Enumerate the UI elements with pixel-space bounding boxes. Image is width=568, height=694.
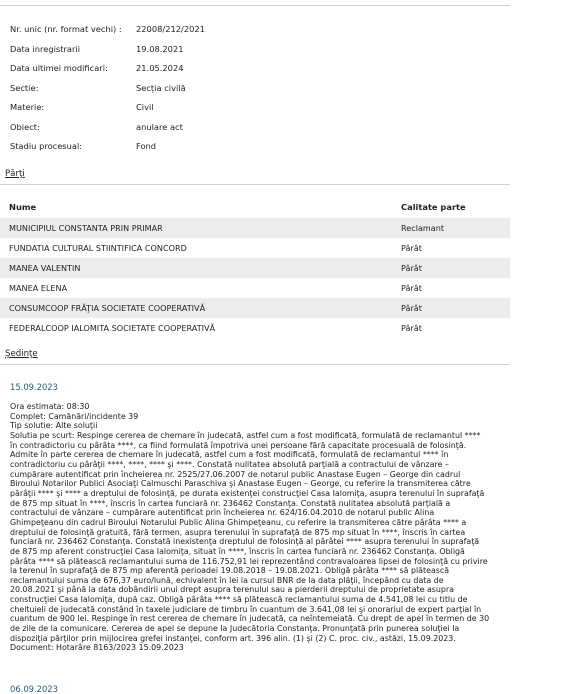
table-row — [0, 258, 510, 278]
info-label: Materie: — [10, 102, 45, 112]
info-value: Civil — [136, 102, 154, 112]
table-row — [0, 318, 510, 338]
party-name: FEDERALCOOP IALOMITA SOCIETATE COOPERATIVĂ — [9, 323, 216, 333]
party-role: Reclamant — [401, 223, 445, 233]
info-label: Sectie: — [10, 82, 39, 93]
hearing-date: 15.09.2023 — [10, 382, 58, 392]
info-label: Obiect: — [10, 121, 40, 132]
column-header-calitate: Calitate parte — [401, 202, 466, 212]
table-row — [0, 298, 510, 318]
info-value: Fond — [136, 141, 157, 151]
party-name: MANEA ELENA — [9, 283, 68, 293]
party-name: FUNDATIA CULTURAL STIINTIFICA CONCORD — [9, 243, 187, 253]
info-value: anulare act — [136, 121, 183, 132]
info-value: 21.05.2024 — [136, 63, 184, 73]
party-name: MANEA VALENTIN — [9, 263, 81, 273]
section-title-parti: Părţi — [5, 169, 25, 179]
info-label: Data inregistrarii — [10, 43, 81, 54]
column-header-nume: Nume — [9, 202, 37, 212]
hearing-document: Document: Hotarâre 8163/2023 15.09.2023 — [10, 643, 184, 653]
info-value: Secția civilă — [136, 82, 186, 93]
party-role: Pârât — [401, 323, 422, 333]
hearing-ora: Ora estimata: 08:30 — [10, 402, 90, 411]
table-row — [0, 238, 510, 258]
party-role: Pârât — [401, 263, 422, 273]
hearing-details — [10, 402, 490, 653]
info-label: Data ultimei modificari: — [10, 63, 108, 73]
table-row — [0, 278, 510, 298]
party-role: Pârât — [401, 303, 422, 313]
info-label: Stadiu procesual: — [10, 141, 83, 151]
section-title-sedinte: Şedinţe — [5, 349, 38, 359]
hearing-tip-solutie: Tip solutie: Alte soluţii — [10, 421, 98, 431]
hearing-solutie: Solutia pe scurt: Respinge cererea de chemare în judecată, astfel cum a fost modificată, formulată de reclamantul **** în contradictoriu cu pârâta ****, ca fiind formulată împotriva unei persoane fără capacitate procesuală de folosinţă. Admite în parte cererea de chemare în judecată, astfel cum a fost modificată, formulată de reclamantul **** în contradictoriu cu pârâţii ****, ****, **** şi ****. Constată nulitatea absolută parţială a contractului de vânzare – cumpărare autentificat prin încheierea nr. 2525/27.06.2007 de notarul public Anastase Eugen – George din cadrul Biroului Notarilor Publici Asociaţi Calmuschi Paraschiva şi Anastase Eugen – George, cu referire la transmiterea către pârâţii **** şi **** a dreptului de folosinţă, pe durata existenţei construcţiei Casa Ialomiţa, asupra terenului în suprafaţă de 875 mp situat în ****, înscris în cartea funciară nr. 236462 Constanţa. Constată nulitatea absolută parţială a contractului de vânzare – cumpărare autentificat prin încheierea nr. 624/16.04.2010 de notarul public Alina Ghimpeţeanu din cadrul Biroului Notarului Public Alina Ghimpeţeanu, cu referire la transmiterea către pârâta **** a dreptului de folosinţă gratuită, fără termen, asupra terenului în suprafaţă de 875 mp situat în ****, înscris în cartea funciară nr. 236462 Constanţa. Constată inexistenţa dreptului de folosinţă al pârâtei **** asupra terenului în suprafaţă de 875 mp aferent construcţiei Casa Ialomiţa, situat în ****, înscris în cartea funciară nr. 236462 Constanţa. Obligă pârâta **** să plătească reclamantului suma de 116.752,91 lei reprezentând contravaloarea lipsei de folosinţă cu privire la terenul în suprafaţă de 875 mp aferentă perioadei 19.08.2018 – 19.08.2021. Obligă pârâta **** să plătească reclamantului suma de 676,37 euro/lună, echivalent în lei la cursul BNR de la data plăţii, începând cu data de 20.08.2021 şi până la data dobândirii unui drept asupra terenului sau a pierderii dreptului de proprietate asupra construcţiei Casa Ialomiţa, după caz. Obligă pârâta **** să plătească reclamantului suma de 4.541,08 lei cu titlu de cheltuieli de judecată constând în taxele judiciare de timbru în cuantum de 3.641,08 lei şi onorariul de expert parţial în cuantum de 900 lei. Respinge în rest cererea de chemare în judecată, ca neîntemeiată. Cu drept de apel în termen de 30 de zile de la comunicare. Cererea de apel se depune la Judecătoria Constanţa. Pronunţată prin punerea soluţiei la dispoziţia părţilor prin mijlocirea grefei instanţei, conform art. 396 alin. (1) şi (2) C. proc. civ., astăzi, 15.09.2023. — [10, 430, 490, 643]
info-value: 22008/212/2021 — [136, 24, 205, 34]
info-label: Nr. unic (nr. format vechi) : — [10, 24, 122, 34]
top-divider — [0, 5, 510, 6]
party-role: Pârât — [401, 283, 422, 293]
hearing-date: 06.09.2023 — [10, 684, 58, 694]
party-role: Pârât — [401, 243, 422, 253]
sedinte-divider — [0, 364, 510, 365]
info-value: 19.08.2021 — [136, 43, 184, 54]
party-name: MUNICIPIUL CONSTANTA PRIN PRIMAR — [9, 223, 163, 233]
table-row — [0, 218, 510, 238]
parti-table-header — [0, 198, 510, 218]
hearing-complet: Complet: Camănări/incidente 39 — [10, 411, 139, 421]
parti-divider — [0, 184, 510, 185]
party-name: CONSUMCOOP FRĂŢIA SOCIETATE COOPERATIVĂ — [9, 303, 206, 313]
